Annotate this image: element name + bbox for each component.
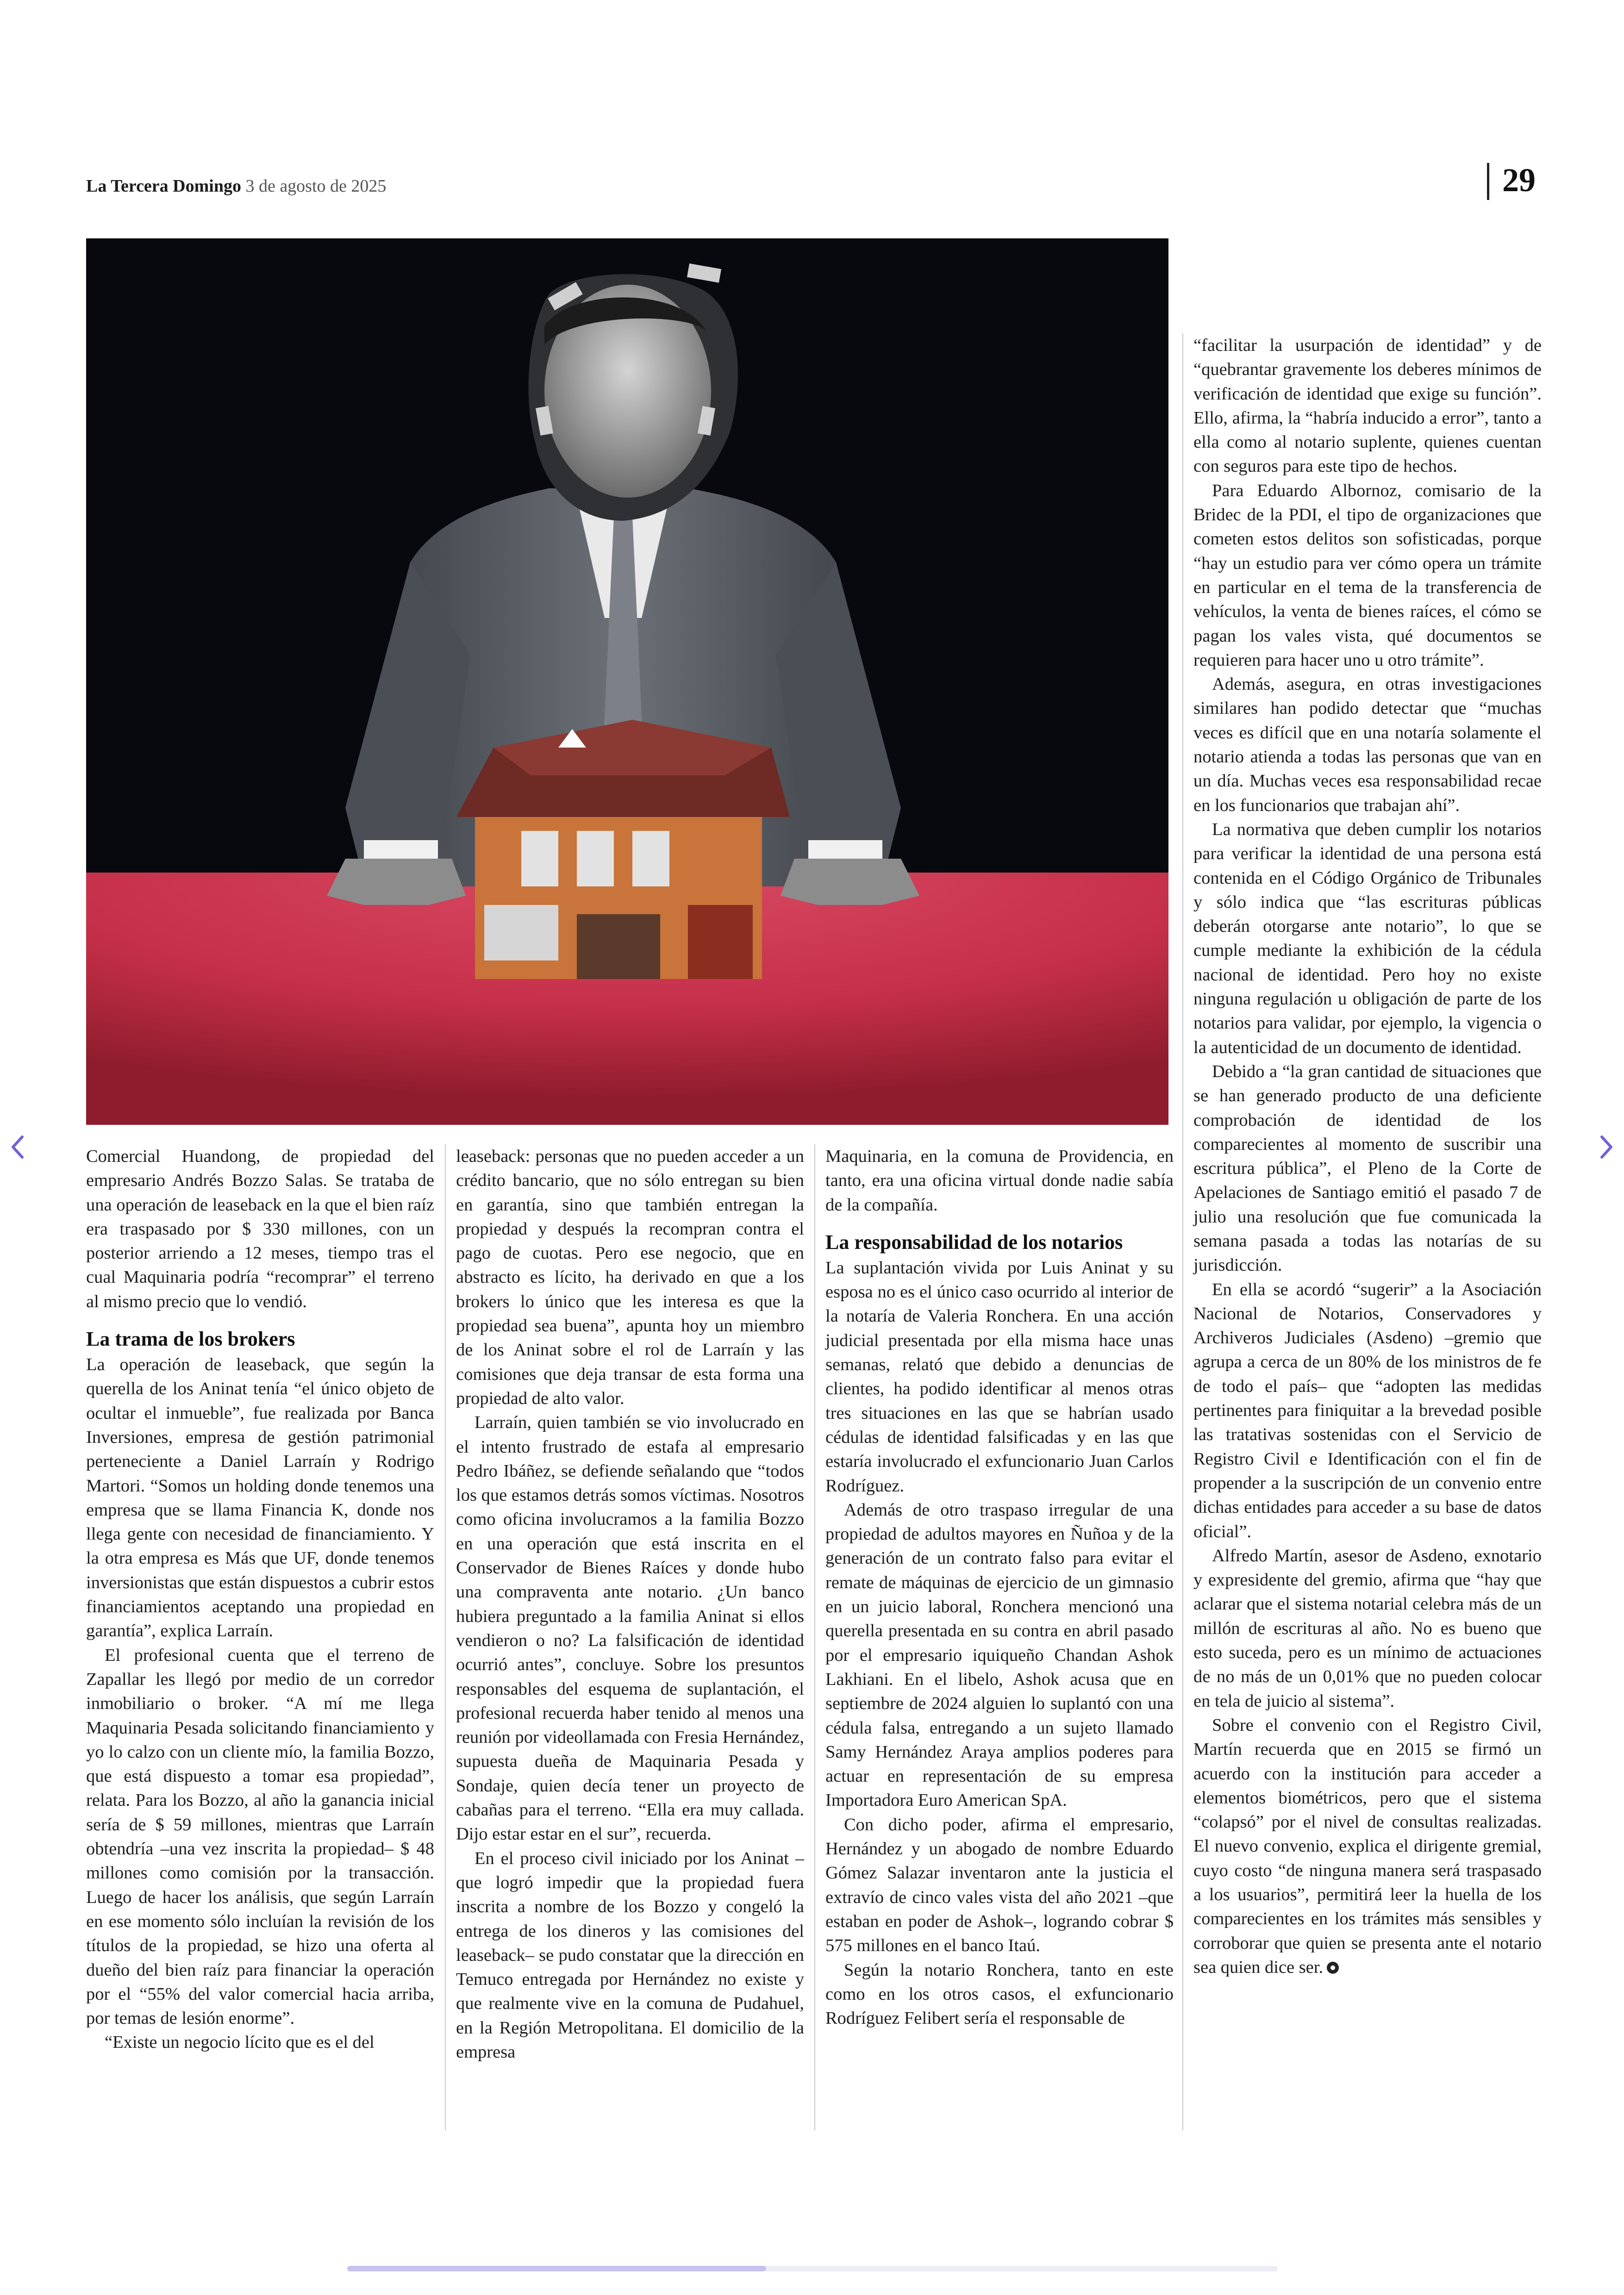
article-column-3 [825,1144,1174,2030]
page-number: 29 [1502,162,1536,199]
previous-page-button[interactable] [8,1133,27,1161]
article-column-1 [86,1144,434,2055]
paragraph: La normativa que deben cumplir los notarios para verificar la identidad de una persona está contenida en el Código Orgánico de Tribunales y sólo indica que “las escrituras públicas deberán otorgarse ante notario”, lo que se cumple mediante la exhibición de la cédula nacional de identidad. Pero hoy no existe ninguna regulación u obligación de parte de los notarios para validar, por ejemplo, la vigencia o la autenticidad de un documento de identidad. [1193,819,1542,1057]
page-number-divider [1487,163,1489,200]
paragraph: Larraín, quien también se vio involucrado en el intento frustrado de estafa al empresario Pedro Ibáñez, se defiende señalando que “todos los que estamos detrás somos víctimas. Nosotros como oficina involucramos a la familia Bozzo en una operación que está inscrita en el Conservador de Bienes Raíces y donde hubo una compraventa ante notario. ¿Un banco hubiera preguntado a la familia Aninat si ellos vendieron o no? La falsificación de identidad ocurrió antes”, concluye. Sobre los presuntos responsables del esquema de suplantación, el profesional recuerda haber tenido al menos una reunión por videollamada con Fresia Hernández, supuesta dueña de Maquinaria Pesada y Sondaje, quien decía tener un proyecto de cabañas para el terreno. “Ella era muy callada. Dijo estar estar en el sur”, recuerda. [456,1413,804,1844]
issue-date: 3 de agosto de 2025 [245,176,387,196]
column-divider [814,1144,815,2130]
paragraph: En ella se acordó “sugerir” a la Asociación Nacional de Notarios, Conservadores y Archiveros Judiciales (Asdeno) –gremio que agrupa a cerca de un 80% de los ministros de fe de todo el país– que “adopten las medidas pertinentes para finiquitar a la brevedad posible las tratativas sostenidas con el Servicio de Registro Civil e Identificación con el fin de propender a la suscripción de un convenio entre dichas entidades para acceder a su base de datos oficial”. [1193,1279,1542,1541]
chevron-left-icon [8,1133,27,1161]
section-heading-brokers: La trama de los brokers [86,1328,295,1351]
paragraph: Maquinaria, en la comuna de Providencia, en tanto, era una oficina virtual donde nadie sabía de la compañía. [825,1147,1174,1215]
paragraph: Comercial Huandong, de propiedad del empresario Andrés Bozzo Salas. Se trataba de una operación de leaseback en la que el bien raíz era traspasado por $ 330 millones, con un posterior arriendo a 12 meses, tiempo tras el cual Maquinaria podría “recomprar” el terreno al mismo precio que lo vendió. [86,1147,434,1311]
paragraph: La suplantación vivida por Luis Aninat y su esposa no es el único caso ocurrido al interior de la notaría de Valeria Ronchera. En una acción judicial presentada por ella misma hace unas semanas, relató que debido a denuncias de clientes, ha podido identificar al menos otras tres situaciones en las que se habrían usado cédulas de identidad falsificadas y en las que estaría involucrado el exfuncionario Juan Carlos Rodríguez. [825,1258,1174,1496]
article-column-2 [456,1144,804,2064]
paragraph: Según la notario Ronchera, tanto en este como en los otros casos, el exfuncionario Rodríguez Felibert sería el responsable de [825,1960,1174,2028]
paragraph: Para Eduardo Albornoz, comisario de la Bridec de la PDI, el tipo de organizaciones que cometen estos delitos son sofisticadas, porque “hay un estudio para ver cómo opera un trámite en particular en el tema de la transferencia de vehículos, la venta de bienes raíces, el cómo se pagan los vales vista, qué documentos se requieren para hacer uno u otro trámite”. [1193,480,1542,670]
article-column-4 [1193,333,1542,1979]
page-scroll-thumb[interactable] [347,2266,766,2271]
paragraph: Además de otro traspaso irregular de una propiedad de adultos mayores en Ñuñoa y de la generación de un contrato falso para evitar el remate de máquinas de ejercicio de un gimnasio en un juicio laboral, Ronchera mencionó una querella presentada en su contra en abril pasado por el empresario iquiqueño Chandan Ashok Lakhiani. En el libelo, Ashok acusa que en septiembre de 2024 alguien lo suplantó con una cédula falsa, entregando a un sujeto llamado Samy Hernández Araya amplios poderes para actuar en representación de su empresa Importadora Euro American SpA. [825,1500,1174,1810]
paragraph: El profesional cuenta que el terreno de Zapallar les llegó por medio de un corredor inmobiliario o broker. “A mí me llega Maquinaria Pesada solicitando financiamiento y yo lo calzo con un cliente mío, la familia Bozzo, que está dispuesto a tomar esa propiedad”, relata. Para los Bozzo, al año la ganancia inicial sería de $ 59 millones, mientras que Larraín obtendría –una vez inscrita la propiedad– $ 48 millones como comisión por la transacción. Luego de hacer los análisis, que según Larraín en ese momento sólo incluían la revisión de los títulos de la propiedad, se hizo una oferta al dueño del bien raíz para financiar la operación por el “55% del valor comercial hacia arriba, por temas de lesión enorme”. [86,1645,434,2028]
paragraph: Debido a “la gran cantidad de situaciones que se han generado producto de una deficiente comprobación de identidad de los comparecientes al momento de suscribir una escritura pública”, el Pleno de la Corte de Apelaciones de Santiago emitió el pasado 7 de julio una resolución que fue comunicada la semana pasada a todas las notarías de su jurisdicción. [1193,1061,1542,1275]
publication-name: La Tercera Domingo [86,176,241,196]
article-illustration [86,238,1168,1125]
column-divider [445,1144,446,2130]
paragraph: Alfredo Martín, asesor de Asdeno, exnotario y expresidente del gremio, afirma que “hay que aclarar que el sistema notarial celebra más de un millón de escrituras al año. No es bueno que esto suceda, pero es un mínimo de actuaciones de no más de un 0,01% que no pueden colocar en tela de juicio al sistema”. [1193,1546,1542,1711]
final-paragraph-text: Sobre el convenio con el Registro Civil, Martín recuerda que en 2015 se firmó un acuerdo con la institución para acceder a elementos biométricos, pero que el sistema “colapsó” por el nivel de consultas realizadas. El nuevo convenio, explica el dirigente gremial, cuyo costo “de ninguna manera será traspasado a los usuarios”, permitirá leer la huella de los comparecientes en los trámites más sensibles y corroborar que quien se presenta ante el notario sea quien dice ser. [1193,1715,1542,1977]
paragraph: En el proceso civil iniciado por los Aninat –que logró impedir que la propiedad fuera inscrita a nombre de los Bozzo y congeló la entrega de los dineros y las comisiones del leaseback– se pudo constatar que la dirección en Temuco entregada por Hernández no existe y que realmente vive en la comuna de Pudahuel, en la Región Metropolitana. El domicilio de la empresa [456,1848,804,2062]
paragraph: Con dicho poder, afirma el empresario, Hernández y un abogado de nombre Eduardo Gómez Salazar inventaron ante la justicia el extravío de cinco vales vista del año 2021 –que estaban en poder de Ashok–, logrando cobrar $ 575 millones en el banco Itaú. [825,1815,1174,1956]
paragraph: La operación de leaseback, que según la querella de los Aninat tenía “el único objeto de ocultar el inmueble”, fue realizada por Banca Inversiones, empresa de gestión patrimonial perteneciente a Daniel Larraín y Rodrigo Martori. “Somos un holding donde tenemos una empresa que se llama Financia K, donde nos llega gente con necesidad de financiamiento. Y la otra empresa es Más que UF, donde tenemos inversionistas que están dispuestos a cubrir estos financiamientos aceptando una propiedad en garantía”, explica Larraín. [86,1355,434,1641]
chevron-right-icon [1597,1133,1616,1161]
paragraph: “facilitar la usurpación de identidad” y de “quebrantar gravemente los deberes mínimos de verificación de identidad que exige su función”. Ello, afirma, la “habría inducido a error”, tanto a ella como al notario suplente, quienes cuentan con seguros para este tipo de hechos. [1193,336,1542,476]
final-paragraph [1193,1713,1542,1979]
paragraph: leaseback: personas que no pueden acceder a un crédito bancario, que no sólo entregan su bien en garantía, sino que también entregan la propiedad y después la recompran contra el pago de cuotas. Pero ese negocio, que en abstracto es lícito, ha derivado en que a los brokers lo único que les interesa es que la propiedad sea buena”, apunta hoy un miembro de los Aninat sobre el rol de Larraín y las comisiones que deja transar de esta forma una propiedad de alto valor. [456,1147,804,1408]
section-heading-notarios: La responsabilidad de los notarios [825,1230,1123,1254]
next-page-button[interactable] [1597,1133,1616,1161]
paragraph: “Existe un negocio lícito que es el del [105,2033,375,2052]
man-leaning-over-house-icon [86,238,1168,1125]
end-of-article-icon [1327,1962,1339,1974]
column-divider [1182,333,1183,2130]
paragraph: Además, asegura, en otras investigaciones similares han podido detectar que “muchas veces es difícil que en una notaría solamente el notario atienda a todas las personas que van en un día. Muchas veces esa responsabilidad recae en los funcionarios que trabajan ahí”. [1193,674,1542,815]
masthead [86,176,386,196]
